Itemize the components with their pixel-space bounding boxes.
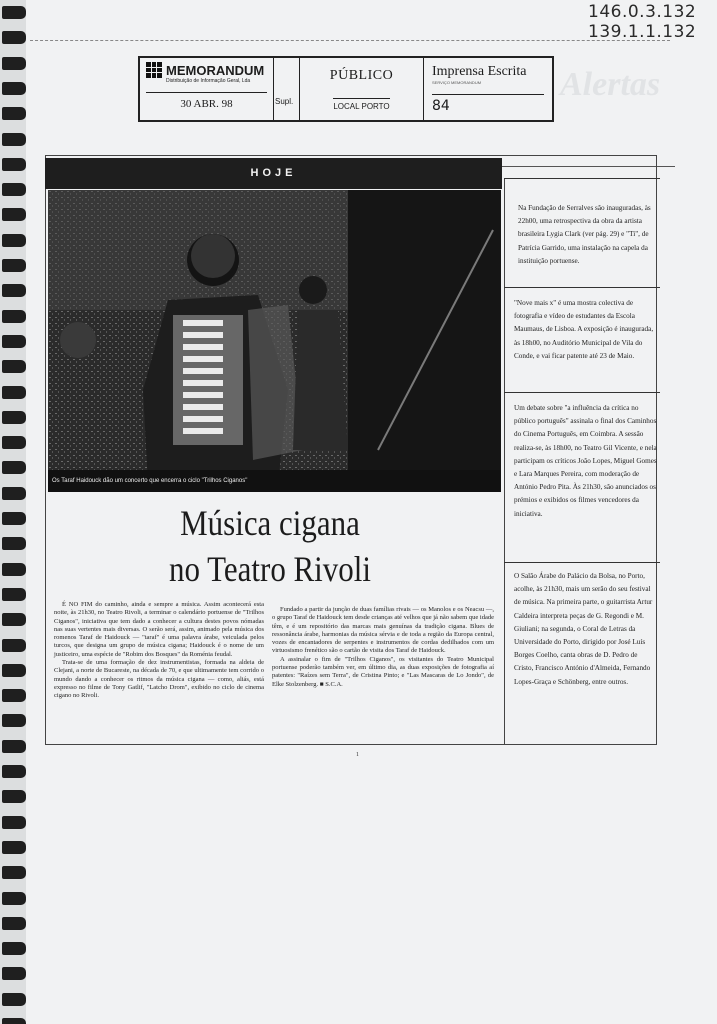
- sidebar-item-debate: [506, 402, 664, 521]
- article-paragraph: A assinalar o fim de "Trilhos Ciganos", os visitantes do Teatro Municipal portuense poderão também ver, em último dia, as duas exposições de fotografia aí patentes: "Raízes sem Terra", de Cristina Pinto; e "Las Mascaras de Lo Jondo", de Elke Stolzenberg. ■ S.C.A.: [272, 655, 494, 688]
- binding-ring: [2, 689, 26, 702]
- binding-ring: [2, 133, 26, 146]
- binding-ring: [2, 107, 26, 120]
- binding-ring: [2, 82, 26, 95]
- stamp-publication: PÚBLICO: [329, 68, 394, 83]
- binding-ring: [2, 613, 26, 626]
- stamp-publication-cell: [300, 58, 424, 120]
- sidebar-text: Na Fundação de Serralves são inauguradas, às 22h00, uma retrospectiva da obra da artista brasileira Lygia Clark (ver pág. 29) e "Ti", de Patrícia Garrido, uma instalação na capela da instituição portuense.: [518, 204, 651, 265]
- binding-ring: [2, 31, 26, 44]
- binding-ring: [2, 360, 26, 373]
- article-paragraph: Fundado a partir da junção de duas famílias rivais — os Manolos e os Neacsu —, o grupo Taraf de Haidouck tem desde crianças até velhos que já não sabem que idade têm, e é um repositório das marcas mais genuínas da tradição cigana. Blues de ressonância árabe, harmonias da música sérvia e de toda a região da Europa central, vozes de encantadores de serpentes e instrumentos de cordas dedilhados com um virtuosismo frenético são o cartão de visita dos Taraf de Haidouck.: [272, 606, 494, 655]
- binding-ring: [2, 917, 26, 930]
- binding-ring: [2, 386, 26, 399]
- binding-ring: [2, 461, 26, 474]
- binding-ring: [2, 942, 26, 955]
- binding-ring: [2, 714, 26, 727]
- sidebar-item-salao-arabe: [506, 570, 664, 689]
- binding-ring: [2, 310, 26, 323]
- page-marker: 1: [356, 752, 359, 758]
- stamp-supl: Supl.: [274, 58, 300, 120]
- sidebar-rule: [504, 287, 660, 288]
- binding-ring: [2, 639, 26, 652]
- binding-ring: [2, 436, 26, 449]
- binding-ring: [2, 259, 26, 272]
- stamp-number: 84: [432, 94, 544, 114]
- binding-ring: [2, 892, 26, 905]
- sidebar-rule: [504, 178, 660, 179]
- binding-ring: [2, 740, 26, 753]
- concert-photo: [48, 190, 501, 484]
- binding-ring: [2, 967, 26, 980]
- stamp-category: Imprensa Escrita: [432, 64, 527, 79]
- binding-ring: [2, 487, 26, 500]
- headline-line-1: Música cigana: [180, 503, 360, 543]
- binding-ring: [2, 183, 26, 196]
- binding-ring: [2, 537, 26, 550]
- binding-ring: [2, 588, 26, 601]
- sidebar-item-serralves: [506, 202, 664, 268]
- article-paragraph: Trata-se de uma formação de dez instrumentistas, formada na aldeia de Clejani, a norte de Bucareste, na década de 70, e que ultimamente tem corrido o mundo dando a conhecer os ritmos da música cigana — como, aliás, está expresso no filme de Tony Gatlif, "Latcho Drom", exibido no ciclo de cinema cigano no Rivoli.: [54, 659, 264, 700]
- article-paragraph: É NO FIM do caminho, ainda e sempre a música. Assim acontecerá esta noite, às 21h30, no Teatro Rivoli, a terminar o calendário portuense de "Trilhos Ciganos", iniciativa que tem dado a conhecer a cultura destes povos nómadas nas suas vertentes mais diversas. O serão será, assim, animado pela música dos romenos Taraf de Haidouck — "taraf" é uma palavra árabe, veiculada pelos turcos, que designa um grupo de música cigana; Haidouck é o nome de um justiceiro, uma espécie de "Robim dos Bosques" da Roménia feudal.: [54, 601, 264, 658]
- stamp-category-cell: [424, 58, 552, 120]
- binding-ring: [2, 158, 26, 171]
- memorandum-logo-icon: [146, 62, 162, 78]
- stamp-category-sub: SERVIÇO MEMORANDUM: [432, 80, 482, 85]
- binding-ring: [2, 411, 26, 424]
- sidebar-text: "Nove mais x" é uma mostra colectiva de fotografia e vídeo de estudantes da Escola Maumaus, de Lisboa. A exposição é inaugurada, às 18h00, no Auditório Municipal de Vila do Conde, e vai ficar patente até 23 de Maio.: [514, 299, 654, 360]
- stamp-date: 30 ABR. 98: [146, 92, 267, 110]
- binding-ring: [2, 841, 26, 854]
- binding-ring: [2, 790, 26, 803]
- binding-ring: [2, 993, 26, 1006]
- binding-ring: [2, 816, 26, 829]
- photo-image: [48, 190, 501, 484]
- binding-ring: [2, 208, 26, 221]
- handwritten-code-2: 139.1.1.132: [588, 22, 697, 42]
- sidebar-text: Um debate sobre "a influência da crítica no público português" assinala o final dos Caminhos do Cinema Português, em Coimbra. A sessão realiza-se, às 18h00, no Teatro Gil Vicente, e nela participam os críticos João Lopes, Miguel Gomes e Lara Marques Pereira, com moderação de António Pedro Pita. Às 21h30, são anunciados os prémios e exibidos os filmes vencedores da iniciativa.: [514, 404, 657, 518]
- press-stamp: [138, 56, 554, 122]
- binding-ring: [2, 284, 26, 297]
- binding-ring: [2, 512, 26, 525]
- stamp-brand: MEMORANDUM: [166, 62, 265, 78]
- spiral-binding: [0, 0, 26, 1024]
- stamp-brand-cell: [140, 58, 274, 120]
- binding-ring: [2, 335, 26, 348]
- binding-ring: [2, 6, 26, 19]
- binding-ring: [2, 234, 26, 247]
- binding-ring: [2, 563, 26, 576]
- article-headline: [141, 500, 399, 592]
- binding-ring: [2, 664, 26, 677]
- sidebar-rule: [504, 562, 660, 563]
- headline-line-2: no Teatro Rivoli: [169, 549, 371, 589]
- binding-ring: [2, 765, 26, 778]
- photo-caption: Os Taraf Haidouck dão um concerto que encerra o ciclo "Trilhos Ciganos": [48, 470, 501, 492]
- watermark: Alertas: [560, 66, 661, 103]
- binding-ring: [2, 57, 26, 70]
- article-column-1: [54, 601, 264, 701]
- top-dashed-rule: [30, 40, 670, 41]
- binding-ring: [2, 1018, 26, 1024]
- section-banner: HOJE: [45, 158, 502, 189]
- sidebar-text: O Salão Árabe do Palácio da Bolsa, no Porto, acolhe, às 21h30, mais um serão do seu festival de música. Na primeira parte, o guitarrista Artur Caldeira interpreta peças de G. Regondi e M. Giuliani; na segunda, o Coral de Letras da Universidade do Porto, dirigido por José Luís Borges Coelho, canta obras de D. Pedro de Cristo, Francisco António d'Almeida, Fernando Lopes-Graça e Schönberg, entre outros.: [514, 572, 653, 686]
- article-column-2: [272, 606, 494, 689]
- handwritten-code-1: 146.0.3.132: [588, 2, 697, 22]
- sidebar-item-nove-mais-x: [506, 297, 664, 363]
- stamp-brand-sub: Distribuição de Informação Geral, Lda: [166, 78, 251, 84]
- binding-ring: [2, 866, 26, 879]
- sidebar-rule: [504, 392, 660, 393]
- stamp-edition: LOCAL PORTO: [333, 98, 389, 111]
